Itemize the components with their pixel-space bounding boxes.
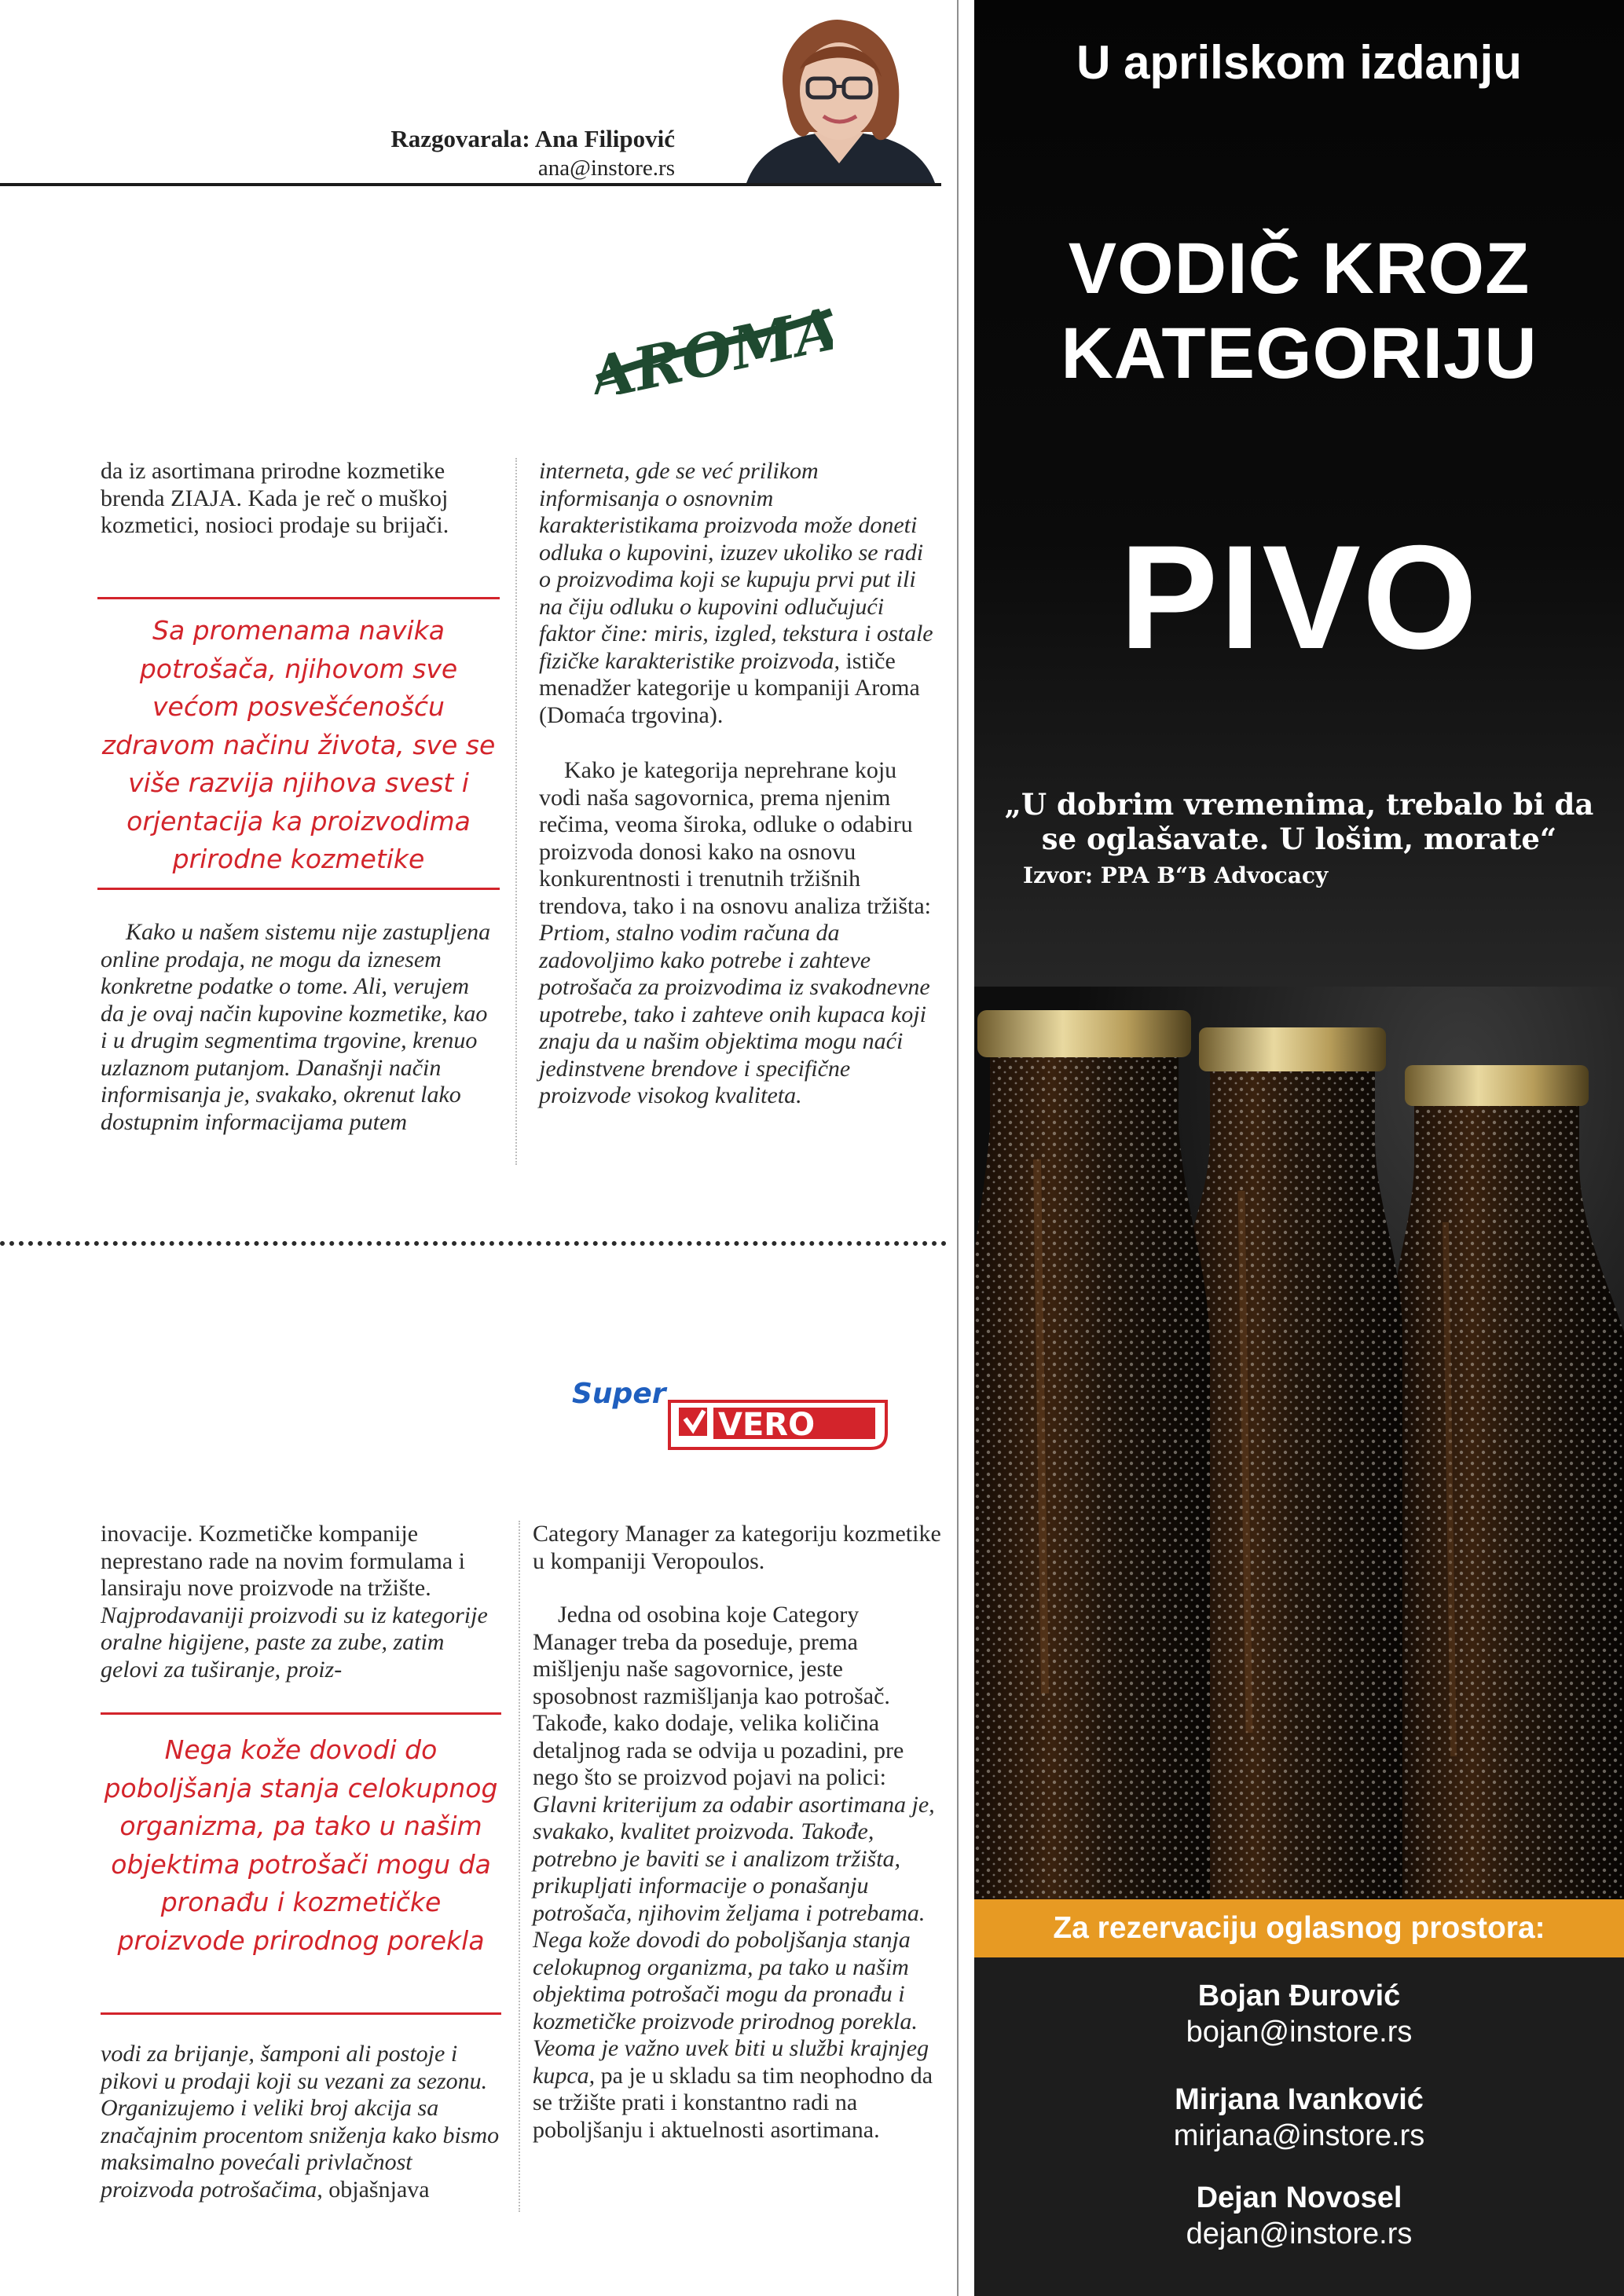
ad-quote: „U dobrim vremenima, trebalo bi da se oglašavate. U lošim, morate“ (1004, 787, 1594, 856)
vero-column-2 (533, 1521, 941, 2144)
aroma-column-1 (101, 458, 493, 540)
aroma-col2-tail: ističe menadžer kategorije u kompaniji Aroma (Domaća trgovina). (539, 647, 920, 728)
reservation-label: Za rezervaciju oglasnog prostora: (1053, 1911, 1545, 1945)
vero-col2-para2-tail: pa je u skladu sa tim neophodno da se tržište prati i konstantno radi na poboljšanju i aktuelnosti asortimana. (533, 2062, 933, 2143)
interviewer-name: Razgovarala: Ana Filipović (390, 125, 675, 152)
ad-guide-heading (974, 226, 1624, 396)
contact-card (974, 1978, 1624, 2050)
vero-pull-rule-top (101, 1712, 501, 1715)
aroma-pull-quote: Sa promenama navika potrošača, njihovom sve većom posvešćenošću zdravom načinu života, sve se više razvija njihova svest i orjentacija ka proizvodima prirodne kozmetike (101, 615, 496, 874)
beer-bottles-image (974, 987, 1624, 1899)
aroma-column-1-continued (101, 919, 493, 1136)
vero-column-1-continued (101, 2041, 505, 2203)
ad-quote-source: Izvor: PPA B“B Advocacy (1023, 862, 1329, 888)
super-vero-logo-super: Super (572, 1378, 666, 1410)
contact-card (974, 2082, 1624, 2154)
vero-col1-text: inovacije. Kozmetičke kompanije neprestano rade na novim formulama i lansiraju nove proizvode na tržište. (101, 1521, 466, 1601)
contact-email[interactable]: bojan@instore.rs (1186, 2016, 1413, 2049)
byline (390, 124, 675, 182)
aroma-col2-para2-italic: Prtiom, stalno vodim računa da zadovoljimo kako potrebe i zahteve potrošača za proizvodima iz svakodnevne upotrebe, tako i zahteve onih kupaca koji znaju da u našim objektima mogu naći jedinstvene brendove i specifične proizvode visokog kvaliteta. (539, 920, 930, 1108)
vero-col1-para2-italic: vodi za brijanje, šamponi ali postoje i pikovi u prodaji koji su vezani za sezonu. Organizujemo i veliki broj akcija sa značajnim procentom sniženja kako bismo maksimalno povećali privlačnost proizvoda potrošačima, (101, 2041, 500, 2203)
super-vero-logo-vero: VERO (718, 1407, 816, 1443)
super-vero-logo (569, 1373, 891, 1459)
aroma-pull-rule-bottom (97, 888, 500, 890)
ad-guide-line-1: VODIČ KROZ (1068, 229, 1531, 309)
ad-category-title: PIVO (1119, 514, 1479, 679)
contact-email[interactable]: dejan@instore.rs (1186, 2217, 1413, 2250)
vero-pull-quote: Nega kože dovodi do poboljšanja stanja celokupnog organizma, pa tako u našim objektima potrošači mogu da pronađu i kozmetičke proizvode prirodnog porekla (104, 1734, 498, 1956)
interviewer-portrait (739, 14, 940, 183)
vero-col1-italic: Najprodavaniji proizvodi su iz kategorije oralne higijene, paste za zube, zatim gelovi za tuširanje, proiz- (101, 1602, 488, 1683)
vero-pull-rule-bottom (101, 2012, 501, 2015)
advertisement-panel (974, 0, 1624, 2296)
aroma-col2-italic: interneta, gde se već prilikom informisanja o osnovnim karakteristikama proizvoda može doneti odluka o kupovini, izuzev ukoliko se radi o proizvodima koji se kupuju prvi put ili na čiju odluku o kupovini odlučujući faktor čine: miris, izgled, tekstura i ostale fizičke karakteristike proizvoda, (539, 458, 933, 674)
aroma-pull-rule-top (97, 597, 500, 599)
ad-guide-line-2: KATEGORIJU (1061, 313, 1538, 394)
aroma-col1-text: da iz asortimana prirodne kozmetike brenda ZIAJA. Kada je reč o muškoj kozmetici, nosioci prodaje su brijači. (101, 458, 449, 538)
aroma-column-divider (515, 458, 517, 1165)
aroma-logo (581, 292, 833, 394)
ad-issue-heading: U aprilskom izdanju (1076, 36, 1522, 89)
contact-name: Bojan Đurović (1197, 1979, 1401, 2012)
page-edge (957, 0, 959, 2296)
aroma-logo-text: AROMA (583, 295, 833, 394)
interviewer-email[interactable]: ana@instore.rs (537, 156, 675, 181)
aroma-column-2 (539, 458, 936, 1110)
aroma-col1-italic: Kako u našem sistemu nije zastupljena online prodaja, ne mogu da iznesem konkretne podatke o tome. Ali, verujem da je ovaj način kupovine kozmetike, kao i u drugim segmentima trgovine, krenuo uzlaznom putanjom. Današnji način informisanja je, svakako, okrenut lako dostupnim informacijama putem (101, 919, 491, 1135)
vero-column-divider (519, 1521, 520, 2212)
vero-col2-text: Category Manager za kategoriju kozmetike u kompaniji Veropoulos. (533, 1521, 941, 1574)
contact-card (974, 2180, 1624, 2252)
vero-col2-para2: Jedna od osobina koje Category Manager treba da poseduje, prema mišljenju naše sagovornice, jeste sposobnost razmišljanja kao potrošač. Takođe, kako dodaje, velika količina detaljnog rada se odvija u pozadini, pre nego što se proizvod pojavi na polici: (533, 1602, 904, 1790)
header-rule (0, 183, 941, 186)
contact-name: Dejan Novosel (1196, 2181, 1402, 2214)
vero-column-1 (101, 1521, 493, 1683)
vero-col1-para2-tail: objašnjava (322, 2176, 430, 2203)
vero-col2-para2-italic: Glavni kriterijum za odabir asortimana je, svakako, kvalitet proizvoda. Takođe, potrebno je baviti se i analizom tržišta, prikupljati informacije o ponašanju potrošača, njihovim željama i potrebama. Nega kože dovodi do poboljšanja stanja celokupnog organizma, pa tako u našim objektima potrošači mogu da pronađu i kozmetičke proizvode prirodnog porekla. Veoma je važno uvek biti u službi krajnjeg kupca, (533, 1791, 935, 2089)
aroma-col2-para2: Kako je kategorija neprehrane koju vodi naša sagovornica, prema njenim rečima, veoma široka, odluke o odabiru proizvoda donosi kako na osnovu konkurentnosti i trenutnih tržišnih trendova, tako i na osnovu analiza tržišta: (539, 757, 931, 919)
contact-name: Mirjana Ivanković (1175, 2083, 1424, 2116)
contact-email[interactable]: mirjana@instore.rs (1173, 2119, 1425, 2152)
section-divider (0, 1241, 947, 1246)
